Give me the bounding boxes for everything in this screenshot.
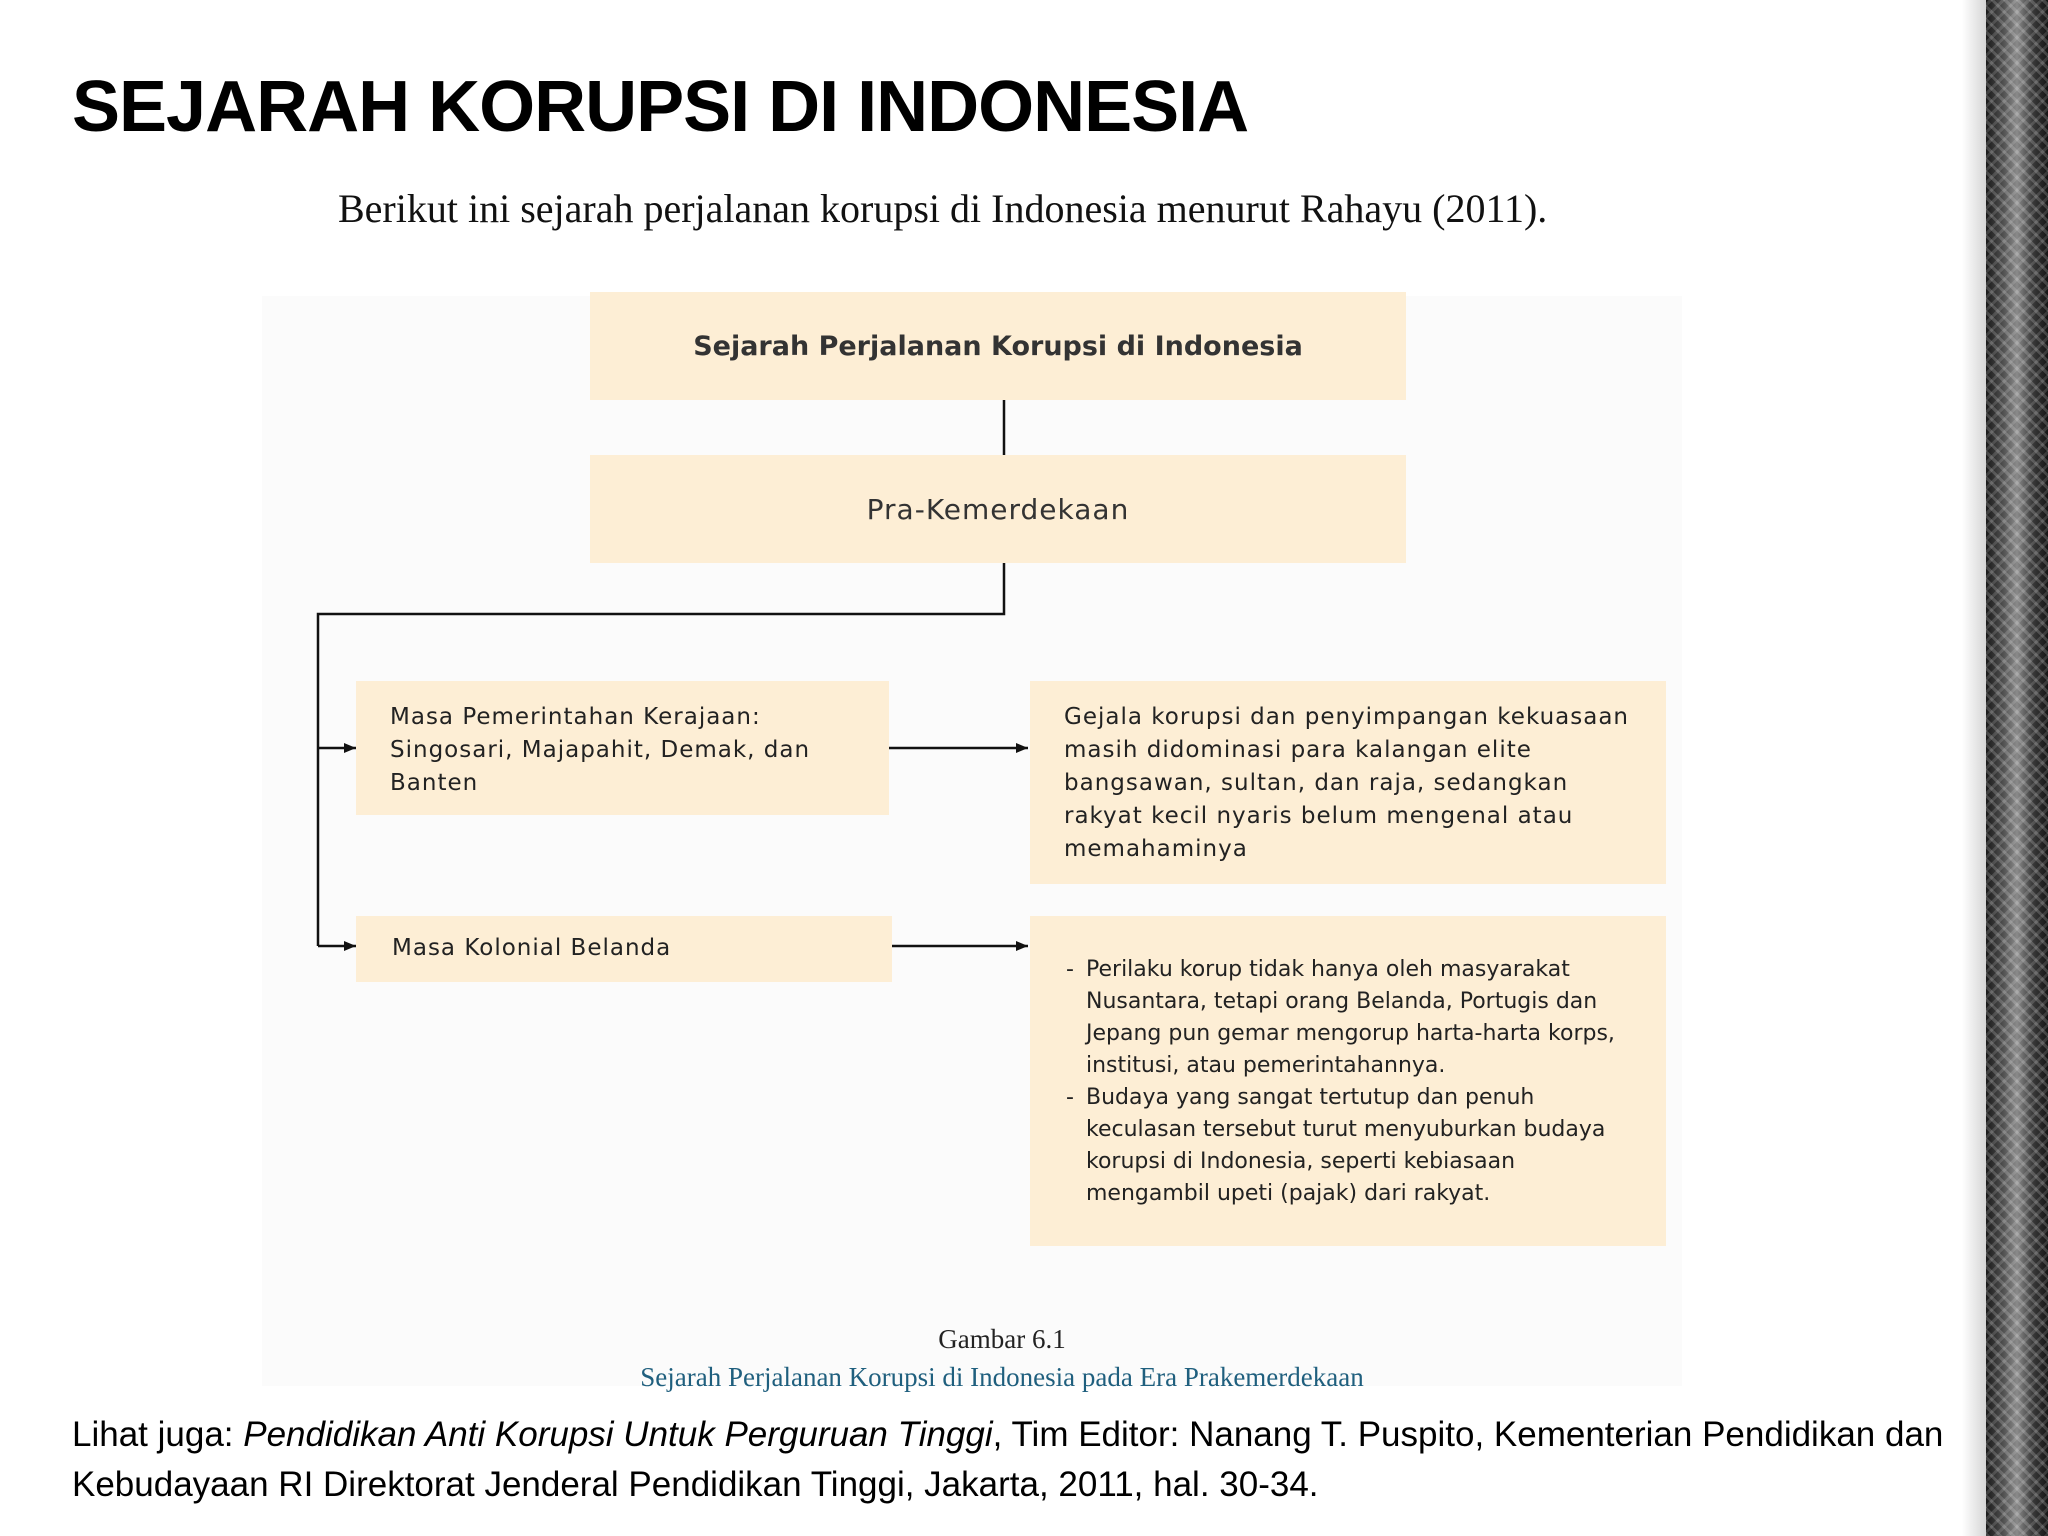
kerajaan-box: Masa Pemerintahan Kerajaan: Singosari, Majapahit, Demak, dan Banten [356,681,889,815]
slide-title: SEJARAH KORUPSI DI INDONESIA [72,67,1249,147]
kolonial-box: Masa Kolonial Belanda [356,916,892,982]
diagram-root-box: Sejarah Perjalanan Korupsi di Indonesia [590,292,1406,400]
reference-details: , Tim Editor: Nanang T. Puspito, Kementerian Pendidikan dan Kebudayaan RI Direktorat Jenderal Pendidikan Tinggi, Jakarta, 2011, hal. 30-34. [72,1415,1944,1504]
intro-sentence: Berikut ini sejarah perjalanan korupsi di Indonesia menurut Rahayu (2011). [338,186,1548,231]
era-box: Pra-Kemerdekaan [590,455,1406,563]
decorative-side-strip [1986,0,2048,1536]
figure-caption-text: Sejarah Perjalanan Korupsi di Indonesia pada Era Prakemerdekaan [640,1362,1364,1392]
kolonial-points-list [1064,954,1632,1210]
reference-book-title: Pendidikan Anti Korupsi Untuk Perguruan Tinggi [243,1415,993,1454]
figure-caption-label: Gambar 6.1 [938,1324,1066,1354]
reference-prefix: Lihat juga: [72,1415,244,1454]
kolonial-description-box [1030,916,1666,1246]
side-strip-shadow [1962,0,1986,1536]
list-item: - Budaya yang sangat tertutup dan penuh keculasan tersebut turut menyuburkan budaya korupsi di Indonesia, seperti kebiasaan mengambil upeti (pajak) dari rakyat. [1064,1082,1632,1210]
list-item: - Perilaku korup tidak hanya oleh masyarakat Nusantara, tetapi orang Belanda, Portugis dan Jepang pun gemar mengorup harta-harta korps, institusi, atau pemerintahannya. [1064,954,1632,1082]
kerajaan-description-box: Gejala korupsi dan penyimpangan kekuasaan masih didominasi para kalangan elite bangsawan, sultan, dan raja, sedangkan rakyat kecil nyaris belum mengenal atau memahaminya [1030,681,1666,884]
reference-text [72,1410,1952,1510]
